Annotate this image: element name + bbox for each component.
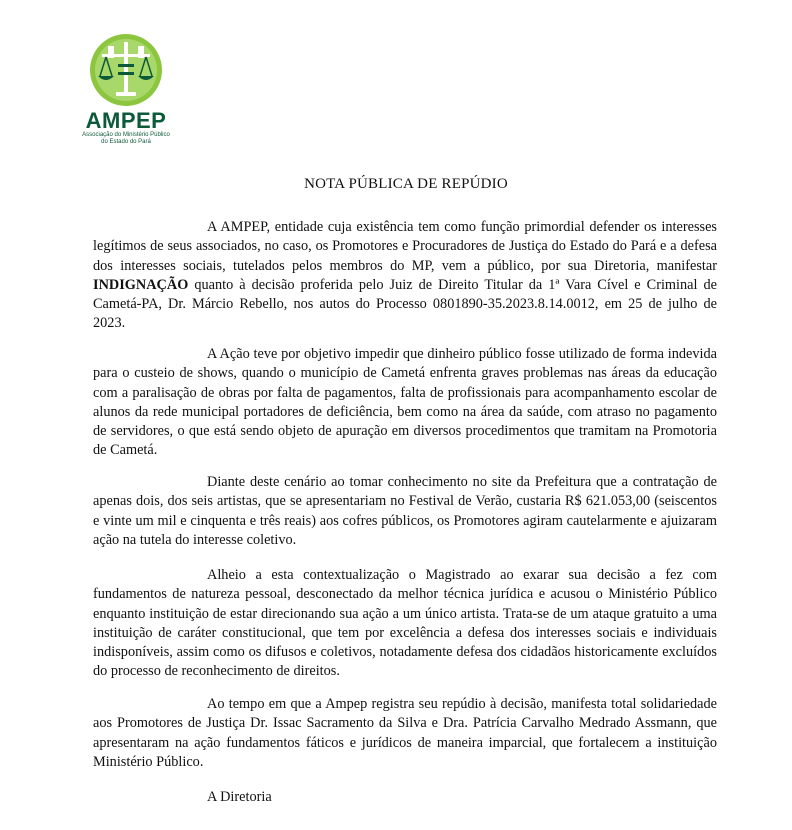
logo-subtitle-line1: Associação do Ministério Público bbox=[82, 132, 170, 138]
logo-name: AMPEP bbox=[85, 108, 167, 133]
paragraph-1-emphasis: INDIGNAÇÃO bbox=[93, 276, 189, 293]
paragraph-1 bbox=[93, 218, 717, 334]
paragraph-4: Alheio a esta contextualização o Magistrado ao exarar sua decisão a fez com fundamentos de natureza pessoal, desconectado da melhor técnica jurídica e acusou o Ministério Público enquanto instituição de estar direcionando sua ação a um único artista. Trata-se de um ataque gratuito a uma instituição de caráter constitucional, que tem por excelência a defesa dos interesses sociais e individuais indisponíveis, assim como os difusos e coletivos, notadamente defesa dos cidadãos historicamente excluídos do processo de reconhecimento de direitos. bbox=[93, 567, 717, 680]
paragraph-3: Diante deste cenário ao tomar conhecimento no site da Prefeitura que a contratação de apenas dois, dos seis artistas, que se apresentariam no Festival de Verão, custaria R$ 621.053,00 (seiscentos e vinte um mil e cinquenta e três reais) aos cofres públicos, os Promotores agiram cautelarmente e ajuizaram ação na tutela do interesse coletivo. bbox=[93, 474, 717, 548]
paragraph-5: Ao tempo em que a Ampep registra seu repúdio à decisão, manifesta total solidariedade aos Promotores de Justiça Dr. Issac Sacramento da Silva e Dra. Patrícia Carvalho Medrado Assmann, que apresentaram na ação fundamentos fáticos e jurídicos de maneira imparcial, que fortalecem a instituição Ministério Público. bbox=[93, 696, 717, 770]
signature: A Diretoria bbox=[207, 789, 272, 805]
scales-of-justice-icon bbox=[88, 32, 164, 108]
paragraph-1-text-start: A AMPEP, entidade cuja existência tem como função primordial defender os interesses legítimos de seus associados, no caso, os Promotores e Procuradores de Justiça do Estado do Pará e a defesa dos interesses sociais, tutelados pelos membros do MP, vem a público, por sua Diretoria, manifestar bbox=[93, 219, 717, 274]
page-title: NOTA PÚBLICA DE REPÚDIO bbox=[304, 176, 508, 192]
paragraph-1-text-end: quanto à decisão proferida pelo Juiz de Direito Titular da 1ª Vara Cível e Criminal de Cametá-PA, Dr. Márcio Rebello, nos autos do Processo 0801890-35.2023.8.14.0012, em 25 de julho de 2023. bbox=[93, 276, 717, 332]
logo-subtitle-line2: do Estado do Pará bbox=[101, 139, 151, 145]
logo-subtitle bbox=[80, 132, 172, 146]
paragraph-2: A Ação teve por objetivo impedir que dinheiro público fosse utilizado de forma indevida para o custeio de shows, quando o município de Cametá enfrenta graves problemas nas áreas da educação com a paralisação de obras por falta de pagamentos, falta de profissionais para acompanhamento escolar de alunos da rede municipal portadores de deficiência, bem como na área da saúde, com atraso no pagamento de servidores, o que está sendo objeto de apuração em diversos procedimentos que tramitam na Promotoria de Cametá. bbox=[93, 346, 717, 459]
ampep-logo bbox=[78, 30, 174, 154]
